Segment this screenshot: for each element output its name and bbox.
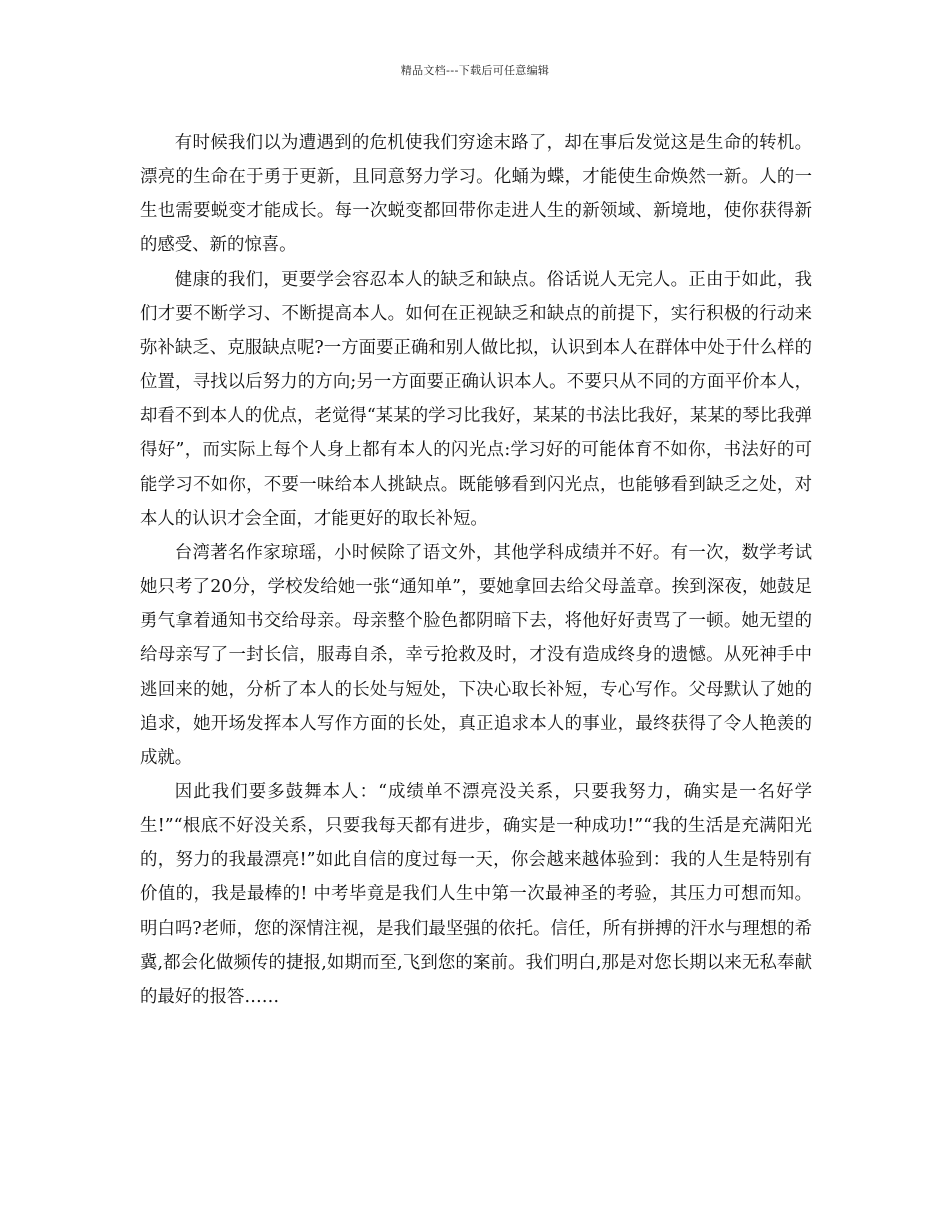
paragraph: 台湾著名作家琼瑶，小时候除了语文外，其他学科成绩并不好。有一次，数学考试她只考了20分，学校发给她一张“通知单”，要她拿回去给父母盖章。挨到深夜，她鼓足勇气拿着通知书交给母亲。母亲整个脸色都阴暗下去，将他好好责骂了一顿。她无望的给母亲写了一封长信，服毒自杀，幸亏抢救及时，才没有造成终身的遗憾。从死神手中逃回来的她，分析了本人的长处与短处，下决心取长补短，专心写作。父母默认了她的追求，她开场发挥本人写作方面的长处，真正追求本人的事业，最终获得了令人艳羡的成就。 <box>140 542 812 768</box>
paragraph: 健康的我们，更要学会容忍本人的缺乏和缺点。俗话说人无完人。正由于如此，我们才要不断学习、不断提高本人。如何在正视缺乏和缺点的前提下，实行积极的行动来弥补缺乏、克服缺点呢?一方面要正确和别人做比拟，认识到本人在群体中处于什么样的位置，寻找以后努力的方向;另一方面要正确认识本人。不要只从不同的方面平价本人，却看不到本人的优点，老觉得“某某的学习比我好，某某的书法比我好，某某的琴比我弹得好”，而实际上每个人身上都有本人的闪光点:学习好的可能体育不如你，书法好的可能学习不如你，不要一味给本人挑缺点。既能够看到闪光点，也能够看到缺乏之处，对本人的认识才会全面，才能更好的取长补短。 <box>140 269 812 529</box>
page-header: 精品文档---下载后可任意编辑 <box>400 64 550 77</box>
paragraph: 有时候我们以为遭遇到的危机使我们穷途末路了，却在事后发觉这是生命的转机。漂亮的生命在于勇于更新，且同意努力学习。化蛹为蝶，才能使生命焕然一新。人的一生也需要蜕变才能成长。每一次蜕变都回带你走进人生的新领域、新境地，使你获得新的感受、新的惊喜。 <box>140 133 812 256</box>
document-body <box>140 126 812 1014</box>
paragraph: 因此我们要多鼓舞本人：“成绩单不漂亮没关系，只要我努力，确实是一名好学生!”“根底不好没关系，只要我每天都有进步，确实是一种成功!”“我的生活是充满阳光的，努力的我最漂亮!”如此自信的度过每一天，你会越来越体验到：我的人生是特别有价值的，我是最棒的! 中考毕竟是我们人生中第一次最神圣的考验，其压力可想而知。明白吗?老师，您的深情注视，是我们最坚强的依托。信任，所有拼搏的汗水与理想的希冀,都会化做频传的捷报,如期而至,飞到您的案前。我们明白,那是对您长期以来无私奉献的最好的报答…… <box>140 781 812 1007</box>
